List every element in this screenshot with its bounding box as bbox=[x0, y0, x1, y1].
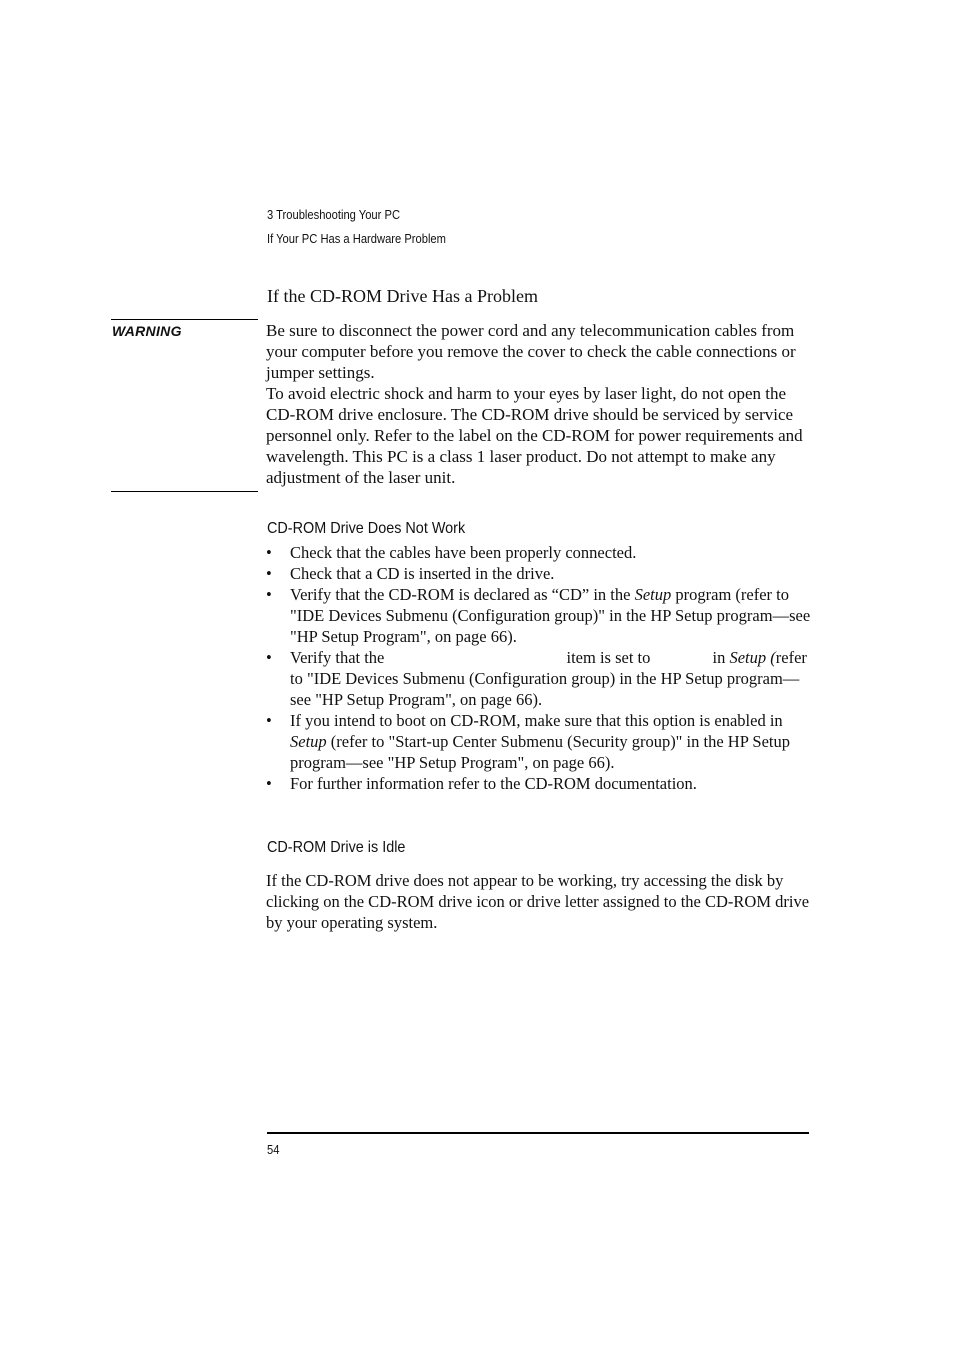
warning-label: WARNING bbox=[112, 323, 182, 339]
bullet-icon: • bbox=[266, 585, 272, 604]
footer-rule bbox=[267, 1132, 809, 1134]
list-item: • If you intend to boot on CD-ROM, make sure that this option is enabled in Setup (refer to "Start-up Center Submenu (Security group)" in the HP Setup program—see "HP Setup Program", on page 66). bbox=[266, 711, 790, 772]
bullet-icon: • bbox=[266, 543, 272, 562]
heading-drive-does-not-work: CD-ROM Drive Does Not Work bbox=[267, 520, 466, 537]
bullet-icon: • bbox=[266, 648, 272, 667]
section-subheader: If Your PC Has a Hardware Problem bbox=[267, 231, 446, 246]
idle-paragraph: If the CD-ROM drive does not appear to be working, try accessing the disk by clicking on the CD-ROM drive icon or drive letter assigned to the CD-ROM drive by your operating system. bbox=[266, 871, 810, 932]
bullet-icon: • bbox=[266, 564, 272, 583]
warning-top-rule bbox=[111, 319, 258, 320]
list-item: • Check that a CD is inserted in the drive. bbox=[266, 564, 555, 583]
warning-bottom-rule bbox=[111, 491, 258, 492]
bullet-icon: • bbox=[266, 711, 272, 730]
troubleshooting-list bbox=[266, 542, 811, 794]
chapter-header: 3 Troubleshooting Your PC bbox=[267, 207, 401, 222]
page-number: 54 bbox=[267, 1142, 280, 1157]
list-item: • Check that the cables have been properly connected. bbox=[266, 543, 637, 562]
warning-paragraph-1: Be sure to disconnect the power cord and any telecommunication cables from your computer before you remove the cover to check the cable connections or jumper settings. bbox=[266, 321, 796, 382]
list-item: • For further information refer to the CD-ROM documentation. bbox=[266, 774, 697, 793]
heading-drive-is-idle: CD-ROM Drive is Idle bbox=[267, 839, 406, 856]
warning-paragraph-2: To avoid electric shock and harm to your eyes by laser light, do not open the CD-ROM drive enclosure. The CD-ROM drive should be serviced by service personnel only. Refer to the label on the CD-ROM for power requirements and wavelength. This PC is a class 1 laser product. Do not attempt to make any adjustment of the laser unit. bbox=[266, 384, 803, 487]
list-item: • Verify that the item is set to in Setup (refer to "IDE Devices Submenu (Configuration group) in the HP Setup program—see "HP Setup Program", on page 66). bbox=[266, 648, 807, 709]
list-item: • Verify that the CD-ROM is declared as “CD” in the Setup program (refer to "IDE Devices Submenu (Configuration group)" in the HP Setup program—see "HP Setup Program", on page 66). bbox=[266, 585, 811, 646]
warning-text bbox=[266, 320, 811, 488]
section-title: If the CD-ROM Drive Has a Problem bbox=[267, 286, 538, 306]
bullet-icon: • bbox=[266, 774, 272, 793]
